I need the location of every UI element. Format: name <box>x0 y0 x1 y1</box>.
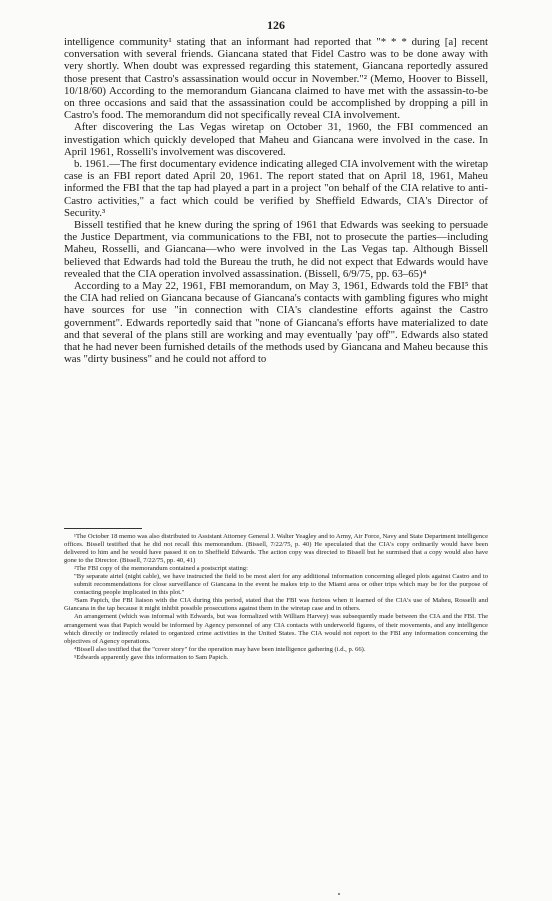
scan-speck <box>338 893 340 895</box>
footnote-divider <box>64 528 142 529</box>
footnote: ²The FBI copy of the memorandum contained a postscript stating: <box>74 565 248 573</box>
paragraph: b. 1961.—The first documentary evidence indicating alleged CIA involvement with the wiretap case is an FBI report dated April 20, 1961. The report stated that on April 18, 1961, Maheu informed the FBI that the tap had played a part in a project "on behalf of the CIA relative to anti-Castro activities," a fact which could be verified by Sheffield Edwards, CIA's Director of Security.³ <box>64 158 488 219</box>
paragraph: intelligence community¹ stating that an informant had reported that "* * * during [a] recent conversation with several friends. Giancana stated that Fidel Castro was to be done away with very shortly. When doubt was expressed regarding this statement, Giancana reportedly assured those present that Castro's assassination would occur in November."² (Memo, Hoover to Bissell, 10/18/60) According to the memorandum Giancana claimed to have met with the assassin-to-be on three occasions and said that the assassination could be accomplished by dropping a pill in Castro's food. The memorandum did not specifically reveal CIA involvement. <box>64 36 488 122</box>
page-number: 126 <box>267 18 285 32</box>
footnotes <box>64 533 488 662</box>
footnote: ¹The October 18 memo was also distributed to Assistant Attorney General J. Walter Yeagley and to Army, Air Force, Navy and State Department intelligence offices. Bissell testified that he did not recall this memorandum. (Bissell, 7/22/75, p. 40) He speculated that the CIA's copy ordinarily would have been delivered to him and he would have passed it on to Sheffield Edwards. The action copy was directed to Bissell but he surmised that a copy would also have gone to the Director. (Bissell, 7/22/75, pp. 40, 41) <box>64 533 488 565</box>
footnote: ³Sam Papich, the FBI liaison with the CIA during this period, stated that the FBI was furious when it learned of the CIA's use of Maheu, Rosselli and Giancana in the tap because it might inhibit possible prosecutions against them in the wiretap case and in others. <box>64 597 488 613</box>
paragraph: After discovering the Las Vegas wiretap on October 31, 1960, the FBI commenced an investigation which quickly developed that Maheu and Giancana were involved in the case. In April 1961, Rosselli's involvement was discovered. <box>64 121 488 158</box>
paragraph: According to a May 22, 1961, FBI memorandum, on May 3, 1961, Edwards told the FBI⁵ that the CIA had relied on Giancana because of Giancana's contacts with gambling figures who might have sources for use "in connection with CIA's clandestine efforts against the Castro government". Edwards reportedly said that "none of Giancana's efforts have materialized to date and that several of the plans still are working and may eventually 'pay off'". Edwards also stated that he had never been furnished details of the methods used by Giancana and Maheu because this was "dirty business" and he could not afford to <box>64 280 488 366</box>
footnote: ⁴Bissell also testified that the "cover story" for the operation may have been intelligence gathering (i.d., p. 66). <box>74 645 366 653</box>
footnote: An arrangement (which was informal with Edwards, but was formalized with William Harvey) was subsequently made between the CIA and the FBI. The arrangement was that Papich would be informed by Agency personnel of any CIA contacts with underworld figures, of their movements, and any intelligence which directly or indirectly related to organized crime activities in the United States. The CIA would not report to the FBI any information concerning the objectives of Agency operations. <box>64 613 488 645</box>
paragraph: Bissell testified that he knew during the spring of 1961 that Edwards was seeking to persuade the Justice Department, via communications to the FBI, not to prosecute the parties—including Maheu, Rosselli, and Giancana—who were involved in the Las Vegas tap. Although Bissell believed that Edwards had told the Bureau the truth, he did not expect that Edwards would have revealed that the CIA operation involved assassination. (Bissell, 6/9/75, pp. 63–65)⁴ <box>64 219 488 280</box>
body-text <box>64 36 488 365</box>
footnote-quote: "By separate airtel (night cable), we have instructed the field to be most alert for any additional information concerning alleged plots against Castro and to submit recommendations for close surveillance of Giancana in the event he makes trip to the Miami area or other trips which may be for the purpose of contacting people implicated in this plot." <box>74 573 488 597</box>
footnote: ⁵Edwards apparently gave this information to Sam Papich. <box>74 653 229 661</box>
